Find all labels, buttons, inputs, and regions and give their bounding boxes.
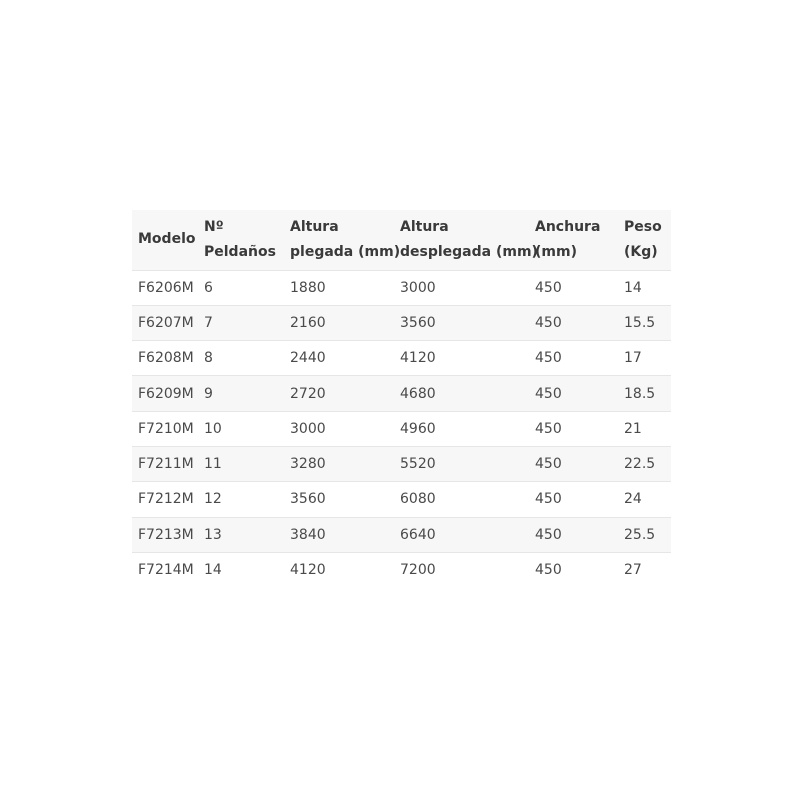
cell-peso: 14 (624, 279, 642, 296)
cell-anchura: 450 (535, 420, 562, 437)
cell-altura-plegada: 2440 (290, 350, 326, 367)
table-row (132, 376, 671, 411)
table-header (132, 210, 671, 270)
cell-anchura: 450 (535, 491, 562, 508)
cell-anchura: 450 (535, 456, 562, 473)
spec-table (132, 210, 671, 588)
cell-modelo: F6206M (138, 279, 194, 296)
cell-anchura: 450 (535, 385, 562, 402)
header-altura-plegada-line2: plegada (mm) (290, 243, 401, 260)
cell-peldanos: 11 (204, 456, 222, 473)
table-row (132, 270, 671, 305)
cell-modelo: F6207M (138, 314, 194, 331)
cell-modelo: F7212M (138, 491, 194, 508)
cell-peso: 22.5 (624, 456, 656, 473)
cell-altura-desplegada: 7200 (400, 562, 436, 579)
header-altura-plegada (284, 210, 401, 270)
cell-altura-plegada: 3560 (290, 491, 326, 508)
cell-peldanos: 7 (204, 314, 213, 331)
header-altura-plegada-line1: Altura (290, 218, 339, 235)
cell-anchura: 450 (535, 350, 562, 367)
header-anchura-line1: Anchura (535, 218, 601, 235)
spec-table-container (132, 210, 671, 588)
cell-peso: 21 (624, 420, 642, 437)
cell-anchura: 450 (535, 314, 562, 331)
cell-peldanos: 13 (204, 526, 222, 543)
cell-modelo: F6208M (138, 350, 194, 367)
cell-anchura: 450 (535, 526, 562, 543)
cell-peldanos: 10 (204, 420, 222, 437)
cell-altura-desplegada: 4680 (400, 385, 436, 402)
table-row (132, 552, 671, 587)
header-anchura-line2: (mm) (535, 243, 577, 260)
cell-peso: 25.5 (624, 526, 656, 543)
table-row (132, 411, 671, 446)
header-peldanos-line1: Nº (204, 218, 224, 235)
header-row (132, 210, 671, 270)
cell-altura-plegada: 3000 (290, 420, 326, 437)
cell-altura-desplegada: 3000 (400, 279, 436, 296)
header-peso-line1: Peso (624, 218, 662, 235)
cell-altura-plegada: 1880 (290, 279, 326, 296)
header-modelo-label: Modelo (138, 231, 196, 248)
cell-peso: 15.5 (624, 314, 656, 331)
cell-modelo: F7213M (138, 526, 194, 543)
header-altura-desplegada-line2: desplegada (mm) (400, 243, 538, 260)
cell-modelo: F7214M (138, 562, 194, 579)
table-body (132, 270, 671, 588)
cell-altura-desplegada: 6640 (400, 526, 436, 543)
cell-peldanos: 9 (204, 385, 213, 402)
cell-modelo: F7211M (138, 456, 194, 473)
cell-peldanos: 12 (204, 491, 222, 508)
header-altura-desplegada-line1: Altura (400, 218, 449, 235)
cell-altura-desplegada: 4960 (400, 420, 436, 437)
table-row (132, 341, 671, 376)
table-row (132, 305, 671, 340)
cell-anchura: 450 (535, 562, 562, 579)
cell-altura-plegada: 3280 (290, 456, 326, 473)
header-peso (618, 210, 671, 270)
cell-altura-plegada: 3840 (290, 526, 326, 543)
cell-altura-plegada: 2720 (290, 385, 326, 402)
cell-peldanos: 14 (204, 562, 222, 579)
cell-modelo: F6209M (138, 385, 194, 402)
cell-peldanos: 6 (204, 279, 213, 296)
header-peldanos (198, 210, 284, 270)
table-row (132, 446, 671, 481)
header-altura-desplegada (394, 210, 538, 270)
cell-peldanos: 8 (204, 350, 213, 367)
cell-modelo: F7210M (138, 420, 194, 437)
cell-peso: 17 (624, 350, 642, 367)
header-modelo (132, 210, 198, 270)
header-peldanos-line2: Peldaños (204, 243, 276, 260)
cell-altura-desplegada: 4120 (400, 350, 436, 367)
cell-anchura: 450 (535, 279, 562, 296)
cell-altura-desplegada: 5520 (400, 456, 436, 473)
cell-altura-plegada: 4120 (290, 562, 326, 579)
table-row (132, 482, 671, 517)
header-anchura (529, 210, 618, 270)
header-peso-line2: (Kg) (624, 243, 658, 260)
cell-altura-desplegada: 6080 (400, 491, 436, 508)
cell-altura-desplegada: 3560 (400, 314, 436, 331)
cell-peso: 27 (624, 562, 642, 579)
cell-altura-plegada: 2160 (290, 314, 326, 331)
cell-peso: 18.5 (624, 385, 656, 402)
table-row (132, 517, 671, 552)
cell-peso: 24 (624, 491, 642, 508)
